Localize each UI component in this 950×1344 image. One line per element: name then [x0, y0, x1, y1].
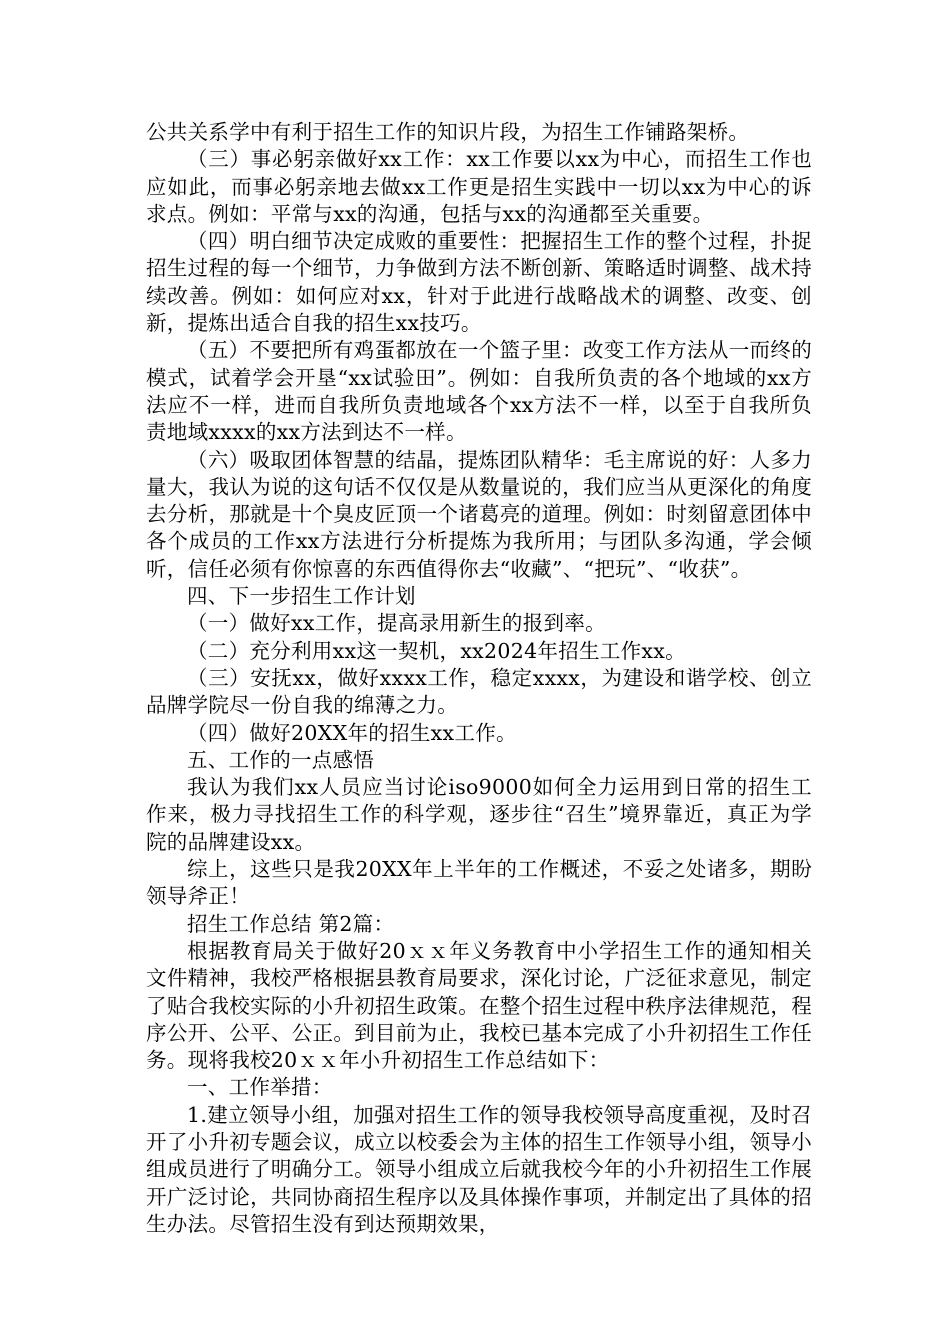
- paragraph: 综上，这些只是我20XX年上半年的工作概述，不妥之处诸多，期盼领导斧正！: [146, 857, 812, 909]
- paragraph: （四）明白细节决定成败的重要性：把握招生工作的整个过程，扑捉招生过程的每一个细节，力争做到方法不断创新、策略适时调整、战术持续改善。例如：如何应对xx，针对于此进行战略战术的调整、改变、创新，提炼出适合自我的招生xx技巧。: [146, 229, 812, 336]
- list-item: （一）做好xx工作，提高录用新生的报到率。: [187, 611, 606, 636]
- paragraph: 1.建立领导小组，加强对招生工作的领导我校领导高度重视，及时召开了小升初专题会议，成立以校委会为主体的招生工作领导小组，领导小组成员进行了明确分工。领导小组成立后就我校今年的小升初招生工作展开广泛讨论，共同协商招生程序以及具体操作事项，并制定出了具体的招生办法。尽管招生没有到达预期效果，: [146, 1102, 812, 1236]
- paragraph: （六）吸取团体智慧的结晶，提炼团队精华：毛主席说的好：人多力量大，我认为说的这句话不仅仅是从数量说的，我们应当从更深化的角度去分析，那就是十个臭皮匠顶一个诸葛亮的道理。例如：时刻留意团体中各个成员的工作xx方法进行分析提炼为我所用；与团队多沟通，学会倾听，信任必须有你惊喜的东西值得你去“收藏”、“把玩”、“收获”。: [146, 447, 812, 581]
- paragraph: 根据教育局关于做好20ｘｘ年义务教育中小学招生工作的通知相关文件精神，我校严格根据县教育局要求，深化讨论，广泛征求意见，制定了贴合我校实际的小升初招生政策。在整个招生过程中秩序法律规范，程序公开、公平、公正。到目前为止，我校已基本完成了小升初招生工作任务。现将我校20ｘｘ年小升初招生工作总结如下：: [146, 938, 812, 1073]
- section-heading: 四、下一步招生工作计划: [187, 584, 416, 609]
- paragraph: （五）不要把所有鸡蛋都放在一个篮子里：改变工作方法从一而终的模式，试着学会开垦“xx试验田”。例如：自我所负责的各个地域的xx方法应不一样，进而自我所负责地域各个xx方法不一样，以至于自我所负责地域xxxx的xx方法到达不一样。: [146, 338, 812, 445]
- section-heading: 一、工作举措：: [187, 1075, 333, 1100]
- list-item: （四）做好20XX年的招生xx工作。: [187, 720, 517, 745]
- list-item: （二）充分利用xx这一契机，xx2024年招生工作xx。: [187, 638, 686, 663]
- list-item: （三）安抚xx，做好xxxx工作，稳定xxxx，为建设和谐学校、创立品牌学院尽一份自我的绵薄之力。: [146, 665, 812, 718]
- section-heading: 招生工作总结 第2篇：: [187, 911, 395, 936]
- paragraph: 我认为我们xx人员应当讨论iso9000如何全力运用到日常的招生工作来，极力寻找招生工作的科学观，逐步往“召生”境界靠近，真正为学院的品牌建设xx。: [146, 775, 812, 854]
- paragraph: （三）事必躬亲做好xx工作：xx工作要以xx为中心，而招生工作也应如此，而事必躬亲地去做xx工作更是招生实践中一切以xx为中心的诉求点。例如：平常与xx的沟通，包括与xx的沟通都至关重要。: [146, 147, 812, 226]
- section-heading: 五、工作的一点感悟: [187, 747, 375, 772]
- paragraph: 公共关系学中有利于招生工作的知识片段，为招生工作铺路架桥。: [146, 120, 750, 144]
- document-body: [146, 119, 812, 1238]
